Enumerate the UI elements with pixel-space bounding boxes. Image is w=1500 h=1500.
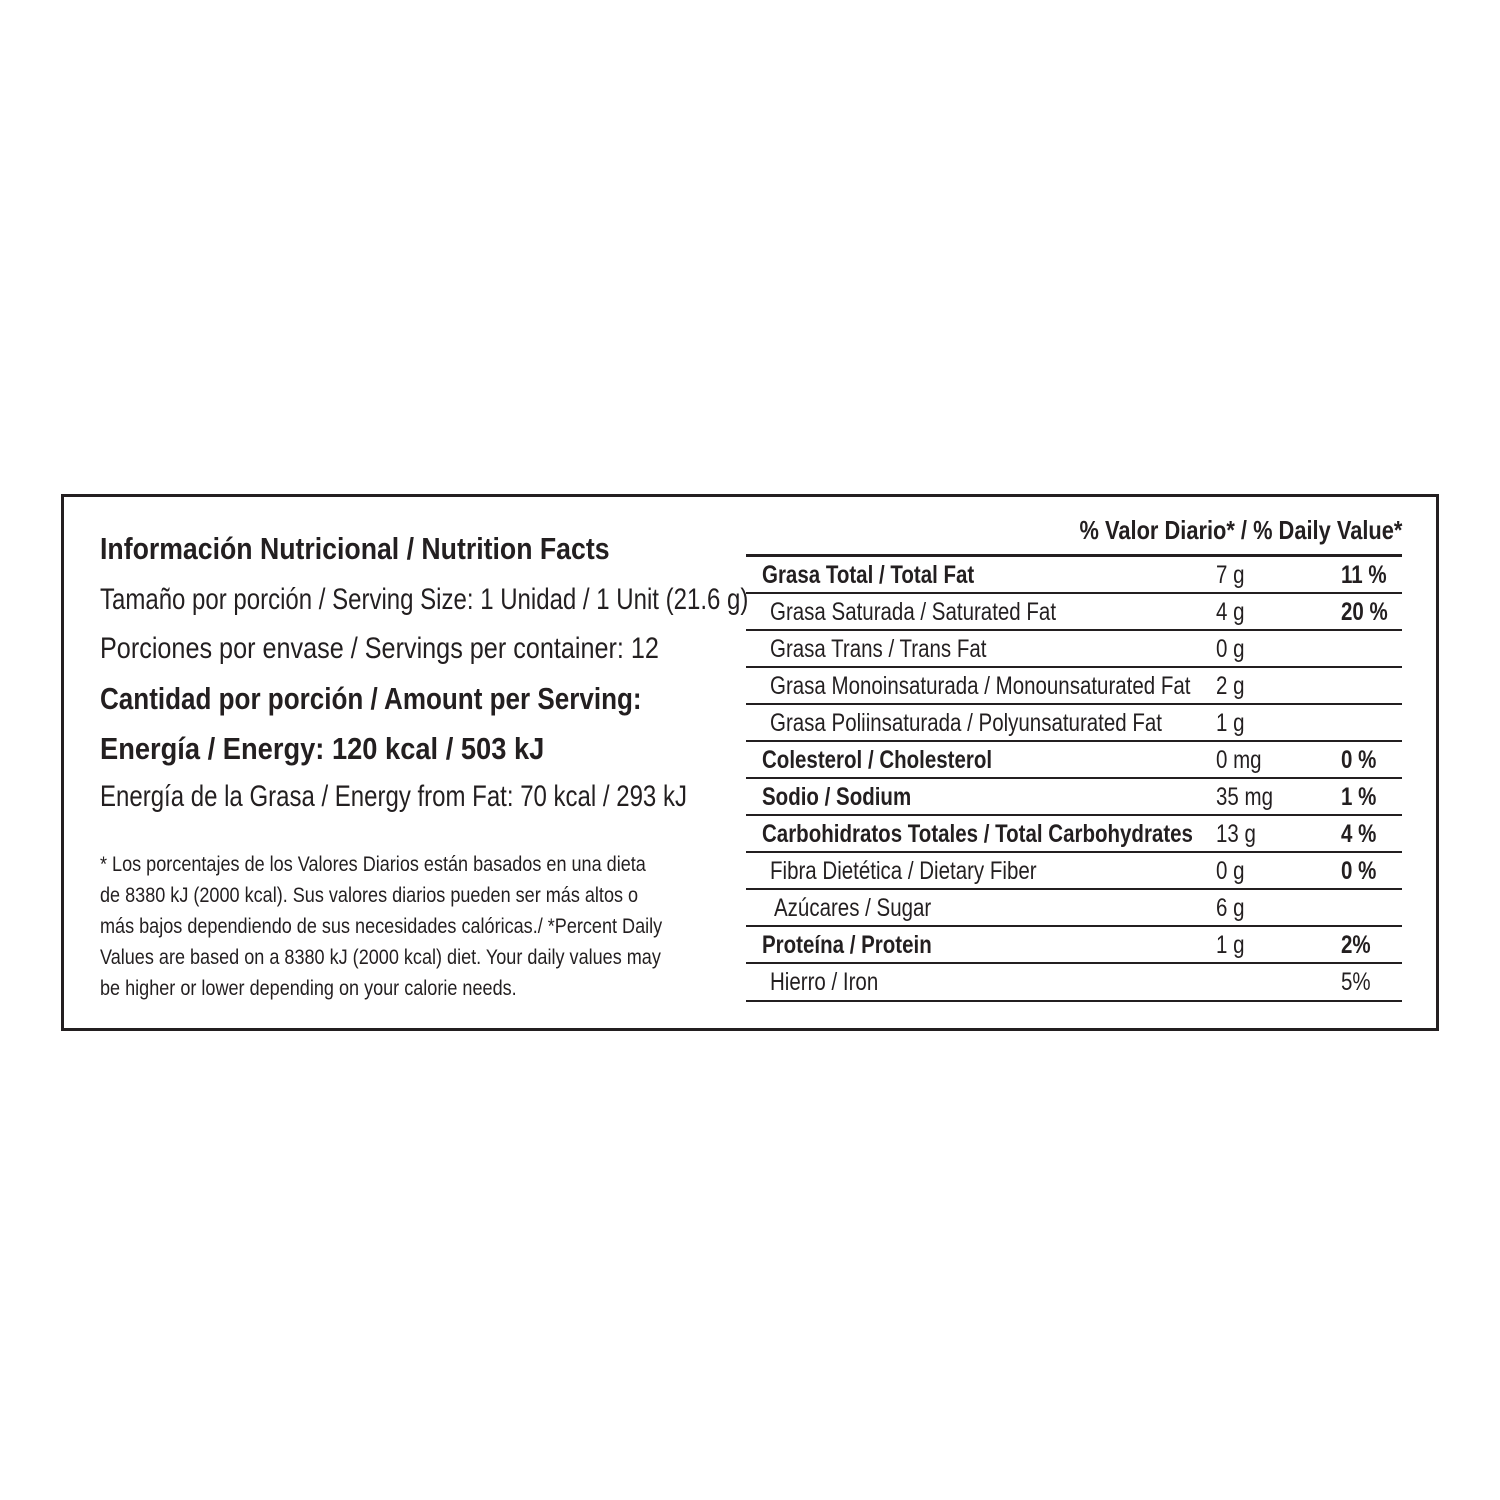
nutrient-daily-value: 0 %	[1341, 857, 1377, 885]
nutrient-row-trans-fat	[746, 631, 1402, 668]
servings-per-container: Porciones por envase / Servings per container: 12	[100, 632, 659, 665]
nutrient-amount: 6 g	[1216, 894, 1245, 922]
nutrient-daily-value: 5%	[1341, 968, 1371, 996]
nutrient-row-sugar	[746, 890, 1402, 927]
nutrient-name: Azúcares / Sugar	[774, 894, 932, 922]
nutrient-amount: 4 g	[1216, 598, 1245, 626]
nutrient-row-cholesterol	[746, 742, 1402, 779]
nutrition-label	[61, 494, 1439, 1031]
nutrient-name: Grasa Monoinsaturada / Monounsaturated Fat	[770, 672, 1191, 700]
nutrient-row-protein	[746, 927, 1402, 964]
nutrient-row-total-carbohydrates	[746, 816, 1402, 853]
nutrient-amount: 13 g	[1216, 820, 1256, 848]
nutrient-amount: 0 mg	[1216, 746, 1262, 774]
nutrient-amount: 35 mg	[1216, 783, 1273, 811]
nutrient-name: Hierro / Iron	[770, 968, 879, 996]
nutrient-amount: 2 g	[1216, 672, 1245, 700]
nutrient-name: Carbohidratos Totales / Total Carbohydrates	[762, 820, 1193, 848]
nutrient-name: Grasa Total / Total Fat	[762, 561, 975, 589]
nutrient-name: Fibra Dietética / Dietary Fiber	[770, 857, 1037, 885]
daily-value-footnote: * Los porcentajes de los Valores Diarios están basados en una dieta de 8380 kJ (2000 kcal). Sus valores diarios pueden ser más altos o más bajos dependiendo de sus necesidades calóricas./ *Percent Daily Values are based on a 8380 kJ (2000 kcal) diet. Your daily values may be higher or lower depending on your calorie needs.	[100, 853, 663, 1000]
nutrient-daily-value: 2%	[1341, 931, 1371, 959]
label-title: Información Nutricional / Nutrition Facts	[100, 531, 610, 566]
nutrient-amount: 0 g	[1216, 857, 1245, 885]
nutrient-row-monounsaturated-fat	[746, 668, 1402, 705]
nutrient-name: Grasa Poliinsaturada / Polyunsaturated Fat	[770, 709, 1162, 737]
nutrient-daily-value: 4 %	[1341, 820, 1377, 848]
amount-per-serving-heading: Cantidad por porción / Amount per Serving:	[100, 681, 642, 716]
nutrient-row-iron	[746, 964, 1402, 1002]
nutrient-name: Colesterol / Cholesterol	[762, 746, 993, 774]
nutrient-name: Sodio / Sodium	[762, 783, 912, 811]
nutrient-row-total-fat	[746, 557, 1402, 594]
nutrient-daily-value: 20 %	[1341, 598, 1388, 626]
nutrient-amount: 1 g	[1216, 709, 1245, 737]
nutrient-table	[746, 554, 1402, 1002]
nutrient-name: Proteína / Protein	[762, 931, 932, 959]
nutrient-amount: 1 g	[1216, 931, 1245, 959]
energy-value: Energía / Energy: 120 kcal / 503 kJ	[100, 731, 545, 766]
nutrient-row-polyunsaturated-fat	[746, 705, 1402, 742]
nutrient-daily-value: 11 %	[1341, 561, 1387, 589]
energy-from-fat: Energía de la Grasa / Energy from Fat: 70 kcal / 293 kJ	[100, 780, 687, 813]
nutrient-name: Grasa Saturada / Saturated Fat	[770, 598, 1057, 626]
nutrient-row-dietary-fiber	[746, 853, 1402, 890]
serving-size: Tamaño por porción / Serving Size: 1 Unidad / 1 Unit (21.6 g)	[100, 583, 749, 616]
nutrient-daily-value: 1 %	[1341, 783, 1377, 811]
nutrient-row-sodium	[746, 779, 1402, 816]
nutrient-daily-value: 0 %	[1341, 746, 1377, 774]
nutrient-amount: 0 g	[1216, 635, 1245, 663]
daily-value-header: % Valor Diario* / % Daily Value*	[1079, 515, 1402, 545]
nutrient-name: Grasa Trans / Trans Fat	[770, 635, 987, 663]
nutrient-amount: 7 g	[1216, 561, 1245, 589]
nutrient-row-saturated-fat	[746, 594, 1402, 631]
